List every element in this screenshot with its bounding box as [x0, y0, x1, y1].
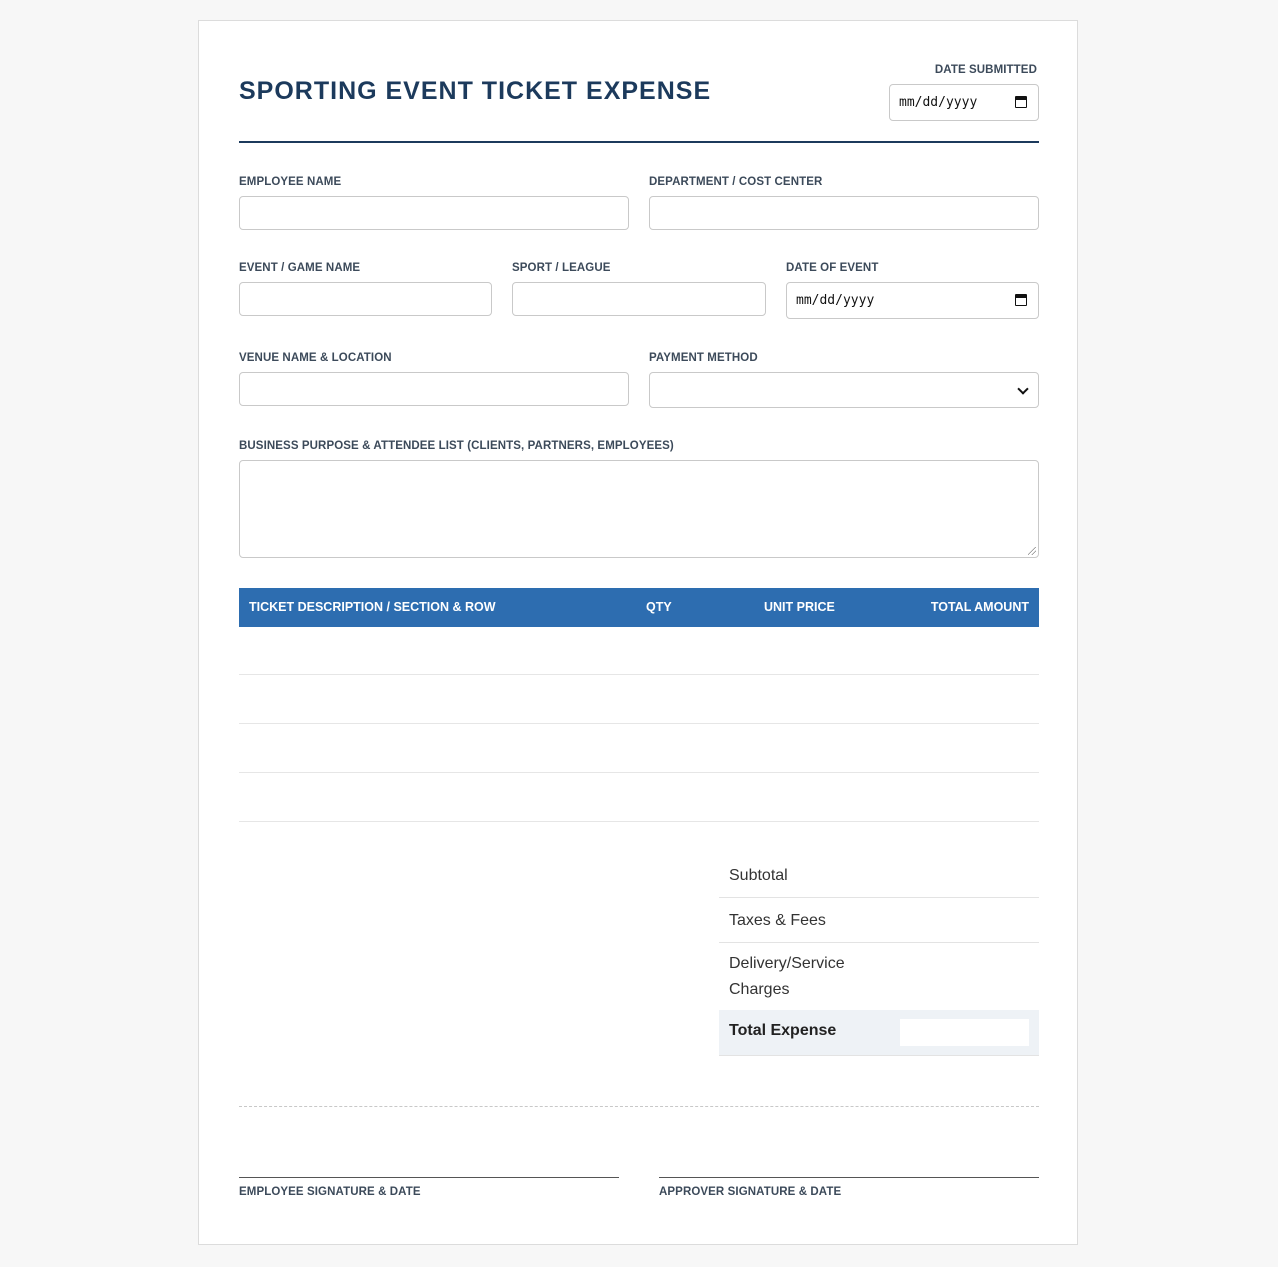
venue-label: VENUE NAME & LOCATION — [239, 352, 392, 364]
venue-input[interactable] — [239, 372, 629, 406]
section-divider — [239, 1106, 1039, 1107]
payment-method-select[interactable] — [649, 372, 1039, 408]
subtotal-label: Subtotal — [729, 867, 788, 884]
sport-league-label: SPORT / LEAGUE — [512, 262, 611, 274]
employee-signature-label: EMPLOYEE SIGNATURE & DATE — [239, 1186, 421, 1198]
event-name-label: EVENT / GAME NAME — [239, 262, 361, 274]
approver-signature-line[interactable] — [659, 1177, 1039, 1178]
delivery-row — [719, 943, 1039, 1010]
form-title: SPORTING EVENT TICKET EXPENSE — [239, 77, 712, 105]
table-row[interactable] — [239, 774, 1039, 822]
department-input[interactable] — [649, 196, 1039, 230]
column-header-description: TICKET DESCRIPTION / SECTION & ROW — [249, 600, 496, 614]
approver-signature-label: APPROVER SIGNATURE & DATE — [659, 1186, 842, 1198]
total-row — [719, 1010, 1039, 1056]
chevron-down-icon[interactable] — [1017, 383, 1028, 394]
total-value-field[interactable] — [900, 1019, 1029, 1046]
column-header-unit-price: UNIT PRICE — [764, 600, 835, 614]
event-date-input[interactable] — [786, 282, 1039, 319]
calendar-icon[interactable] — [1015, 96, 1027, 108]
column-header-total-amount: TOTAL AMOUNT — [930, 600, 1029, 614]
employee-name-input[interactable] — [239, 196, 629, 230]
table-row[interactable] — [239, 676, 1039, 724]
business-purpose-label: BUSINESS PURPOSE & ATTENDEE LIST (CLIENTS, PARTNERS, EMPLOYEES) — [239, 440, 674, 452]
resize-grip-icon[interactable] — [1028, 547, 1036, 555]
delivery-label: Delivery/Service Charges — [729, 955, 845, 998]
event-date-label: DATE OF EVENT — [786, 262, 879, 274]
table-row[interactable] — [239, 725, 1039, 773]
expense-form-sheet — [198, 20, 1078, 1245]
employee-signature-line[interactable] — [239, 1177, 619, 1178]
header-divider — [239, 141, 1039, 143]
taxes-row — [719, 898, 1039, 943]
department-label: DEPARTMENT / COST CENTER — [649, 176, 823, 188]
taxes-label: Taxes & Fees — [729, 912, 826, 929]
business-purpose-textarea[interactable] — [239, 460, 1039, 558]
event-date-placeholder: mm/dd/yyyy — [796, 293, 875, 308]
ticket-table-header — [239, 588, 1039, 627]
sport-league-input[interactable] — [512, 282, 766, 316]
date-submitted-placeholder: mm/dd/yyyy — [899, 95, 978, 110]
calendar-icon[interactable] — [1015, 294, 1027, 306]
subtotal-row — [719, 853, 1039, 898]
payment-method-label: PAYMENT METHOD — [649, 352, 758, 364]
column-header-qty: QTY — [646, 600, 672, 614]
date-submitted-input[interactable] — [889, 84, 1039, 121]
event-name-input[interactable] — [239, 282, 492, 316]
table-row[interactable] — [239, 627, 1039, 675]
total-label: Total Expense — [729, 1022, 837, 1039]
employee-name-label: EMPLOYEE NAME — [239, 176, 342, 188]
date-submitted-label: DATE SUBMITTED — [934, 64, 1037, 76]
